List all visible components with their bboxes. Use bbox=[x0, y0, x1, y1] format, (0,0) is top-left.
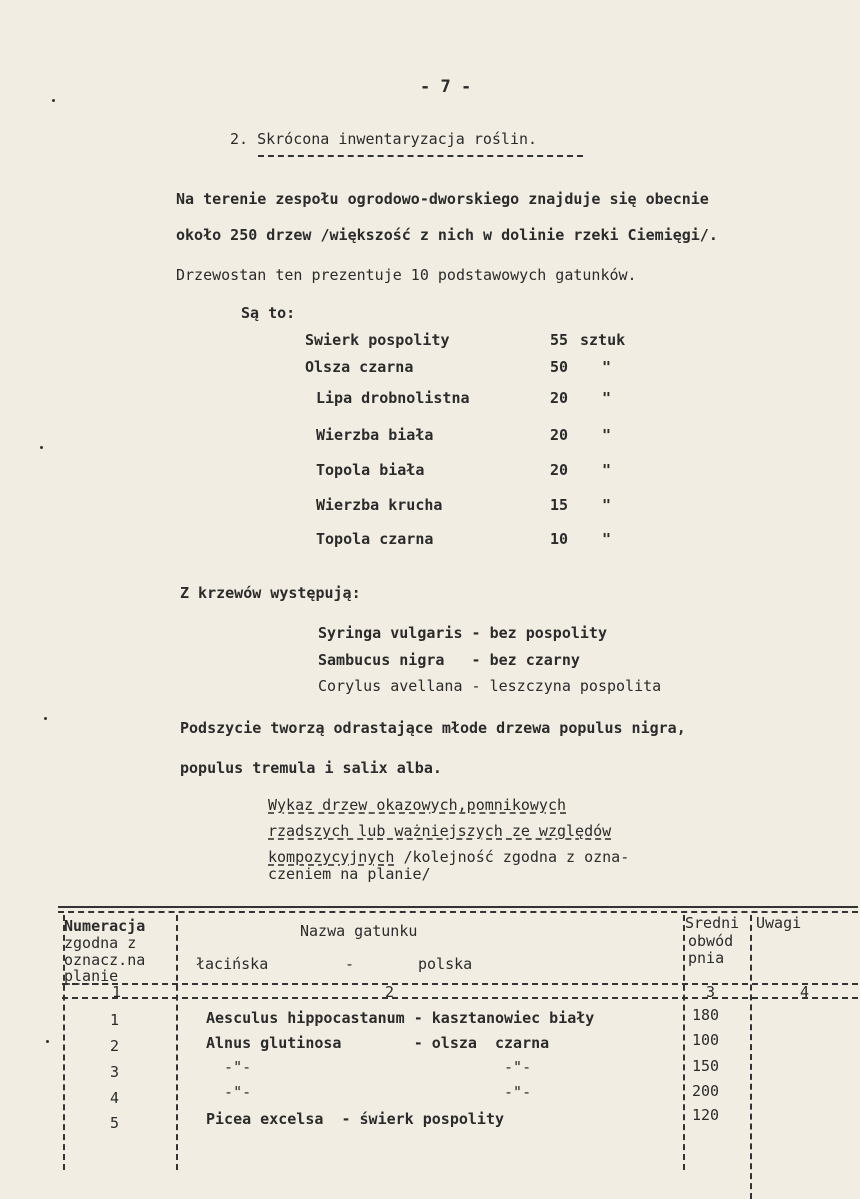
species-name: Wierzba krucha bbox=[316, 496, 443, 514]
paragraph-line: Drzewostan ten prezentuje 10 podstawowych gatunków. bbox=[176, 266, 637, 284]
col-number: 1 bbox=[112, 983, 122, 1001]
shrub-item: Sambucus nigra - bez czarny bbox=[318, 651, 580, 669]
col-number: 2 bbox=[385, 983, 395, 1001]
table-top-rule bbox=[58, 906, 858, 908]
species-unit: sztuk bbox=[580, 331, 626, 349]
species-unit: " bbox=[602, 358, 612, 376]
species-unit: " bbox=[602, 530, 612, 548]
header-col3-line: pnia bbox=[688, 949, 725, 967]
header-col1-line: zgodna z bbox=[64, 934, 137, 952]
column-separator bbox=[683, 915, 685, 1170]
header-col2-polish: polska bbox=[418, 955, 473, 973]
table-row-nr: 1 bbox=[110, 1011, 120, 1029]
species-count: 55 bbox=[550, 331, 569, 349]
table-row-nr: 5 bbox=[110, 1114, 120, 1132]
species-count: 20 bbox=[550, 389, 569, 407]
list-title-rest: /kolejność zgodna z ozna- bbox=[394, 848, 630, 866]
species-unit: " bbox=[602, 389, 612, 407]
header-col1-line: Numeracja bbox=[64, 917, 146, 935]
header-rule bbox=[62, 983, 858, 985]
section-title: 2. Skrócona inwentaryzacja roślin. bbox=[230, 130, 538, 148]
column-separator bbox=[176, 915, 178, 1170]
shrub-item: Corylus avellana - leszczyna pospolita bbox=[318, 677, 662, 695]
header-col1-line: planie bbox=[64, 967, 119, 985]
table-row-nr: 3 bbox=[110, 1063, 120, 1081]
header-col2-latin: łacińska bbox=[196, 955, 269, 973]
species-name: Olsza czarna bbox=[305, 358, 414, 376]
species-count: 20 bbox=[550, 426, 569, 444]
species-unit: " bbox=[602, 496, 612, 514]
species-name: Topola biała bbox=[316, 461, 425, 479]
table-row-girth: 120 bbox=[692, 1106, 720, 1124]
header-col3-line: obwód bbox=[688, 932, 734, 950]
list-intro: Są to: bbox=[241, 304, 296, 322]
column-separator bbox=[750, 915, 752, 1199]
table-row-nr: 2 bbox=[110, 1037, 120, 1055]
col-number: 4 bbox=[800, 983, 810, 1001]
header-col2-title: Nazwa gatunku bbox=[300, 922, 418, 940]
species-name: Wierzba biała bbox=[316, 426, 434, 444]
species-unit: " bbox=[602, 426, 612, 444]
table-row-nr: 4 bbox=[110, 1089, 120, 1107]
header-col4: Uwagi bbox=[756, 914, 802, 932]
table-row-name: Aesculus hippocastanum - kasztanowiec biały bbox=[206, 1009, 595, 1027]
species-name: Topola czarna bbox=[316, 530, 434, 548]
header-col2-dash: - bbox=[345, 955, 355, 973]
table-row-name: Alnus glutinosa - olsza czarna bbox=[206, 1034, 550, 1052]
table-top-rule-2 bbox=[58, 911, 858, 913]
species-count: 15 bbox=[550, 496, 569, 514]
paragraph-line: około 250 drzew /większość z nich w dolinie rzeki Ciemięgi/. bbox=[176, 226, 718, 244]
scan-speck bbox=[44, 717, 47, 720]
table-row-name: -"- -"- bbox=[206, 1083, 532, 1101]
list-title-line: rzadszych lub ważniejszych ze względów bbox=[268, 822, 612, 840]
col-number: 3 bbox=[706, 983, 716, 1001]
species-name: Swierk pospolity bbox=[305, 331, 450, 349]
table-row-name: Picea excelsa - świerk pospolity bbox=[206, 1110, 505, 1128]
col-number-rule bbox=[62, 997, 858, 999]
table-row-girth: 100 bbox=[692, 1031, 720, 1049]
shrub-item: Syringa vulgaris - bez pospolity bbox=[318, 624, 607, 642]
list-title-line: Wykaz drzew okazowych,pomnikowych bbox=[268, 796, 567, 814]
list-title-line: czeniem na planie/ bbox=[268, 865, 431, 883]
table-row-girth: 150 bbox=[692, 1057, 720, 1075]
species-count: 20 bbox=[550, 461, 569, 479]
section-title-underline bbox=[258, 155, 583, 157]
paragraph-line: Podszycie tworzą odrastające młode drzewa populus nigra, bbox=[180, 719, 686, 737]
species-count: 10 bbox=[550, 530, 569, 548]
list-title-word: kompozycyjnych bbox=[268, 848, 395, 866]
table-row-girth: 180 bbox=[692, 1006, 720, 1024]
species-name: Lipa drobnolistna bbox=[316, 389, 470, 407]
page-number: - 7 - bbox=[420, 77, 472, 97]
scan-speck bbox=[40, 446, 43, 449]
table-row-name: -"- -"- bbox=[206, 1058, 532, 1076]
paragraph-line: populus tremula i salix alba. bbox=[180, 759, 442, 777]
scan-speck bbox=[46, 1040, 49, 1043]
list-title-line bbox=[268, 848, 629, 866]
column-separator bbox=[63, 915, 65, 1170]
header-col3-line: Sredni bbox=[685, 914, 740, 932]
header-col1-line: oznacz.na bbox=[64, 951, 146, 969]
species-count: 50 bbox=[550, 358, 569, 376]
species-unit: " bbox=[602, 461, 612, 479]
table-row-girth: 200 bbox=[692, 1082, 720, 1100]
paragraph-line: Na terenie zespołu ogrodowo-dworskiego znajduje się obecnie bbox=[176, 190, 709, 208]
scan-speck bbox=[52, 99, 55, 102]
shrubs-heading: Z krzewów występują: bbox=[180, 584, 361, 602]
